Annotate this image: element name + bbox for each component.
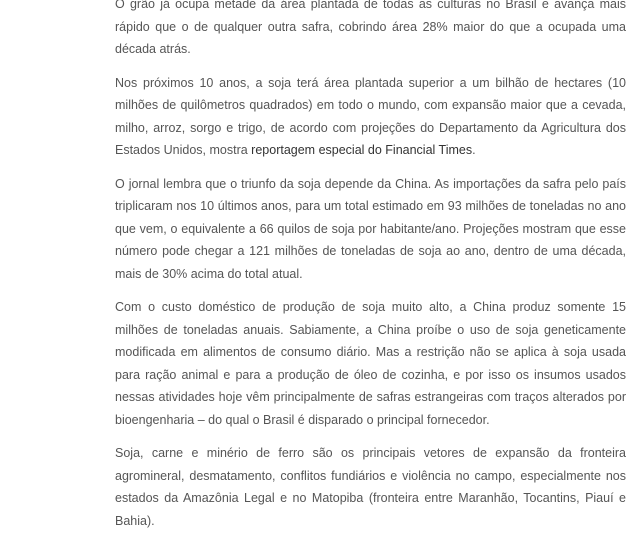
financial-times-report-link[interactable]: reportagem especial do Financial Times — [251, 143, 473, 157]
paragraph-4: Com o custo doméstico de produção de soja muito alto, a China produz somente 15 milhões de toneladas anuais. Sabiamente, a China proíbe o uso de soja geneticamente modificada em alimentos de consumo diário. Mas a restrição não se aplica à soja usada para ração animal e para a produção de óleo de cozinha, e por isso os insumos usados nessas atividades hoje vêm principalmente de safras estrangeiras com traços alterados por bioengenharia – do qual o Brasil é disparado o principal fornecedor. — [115, 300, 626, 427]
paragraph-3: O jornal lembra que o triunfo da soja depende da China. As importações da safra pelo país triplicaram nos 10 últimos anos, para um total estimado em 93 milhões de toneladas no ano que vem, o equivalente a 66 quilos de soja por habitante/ano. Projeções mostram que esse número pode chegar a 121 milhões de toneladas de soja ao ano, dentro de uma década, mais de 30% acima do total atual. — [115, 176, 626, 281]
paragraph-5: Soja, carne e minério de ferro são os principais vetores de expansão da fronteira agromineral, desmatamento, conflitos fundiários e violência no campo, especialmente nos estados da Amazônia Legal e no Matopiba (fronteira entre Maranhão, Tocantins, Piauí e Bahia). — [115, 446, 626, 528]
paragraph-2-text-after: . — [472, 143, 476, 157]
paragraph-1: O grão já ocupa metade da área plantada de todas as culturas no Brasil e avança mais rápido que o de qualquer outra safra, cobrindo área 28% maior do que a ocupada uma década atrás. — [115, 0, 626, 56]
paragraph-2-text-before: Nos próximos 10 anos, a soja terá área plantada superior a um bilhão de hectares (10 milhões de quilômetros quadrados) em todo o mundo, com expansão maior que a cevada, milho, arroz, sorgo e trigo, de acordo com projeções do Departamento da Agricultura dos Estados Unidos, mostra — [115, 75, 626, 157]
paragraph-2 — [115, 72, 626, 162]
article-body — [115, 0, 626, 543]
